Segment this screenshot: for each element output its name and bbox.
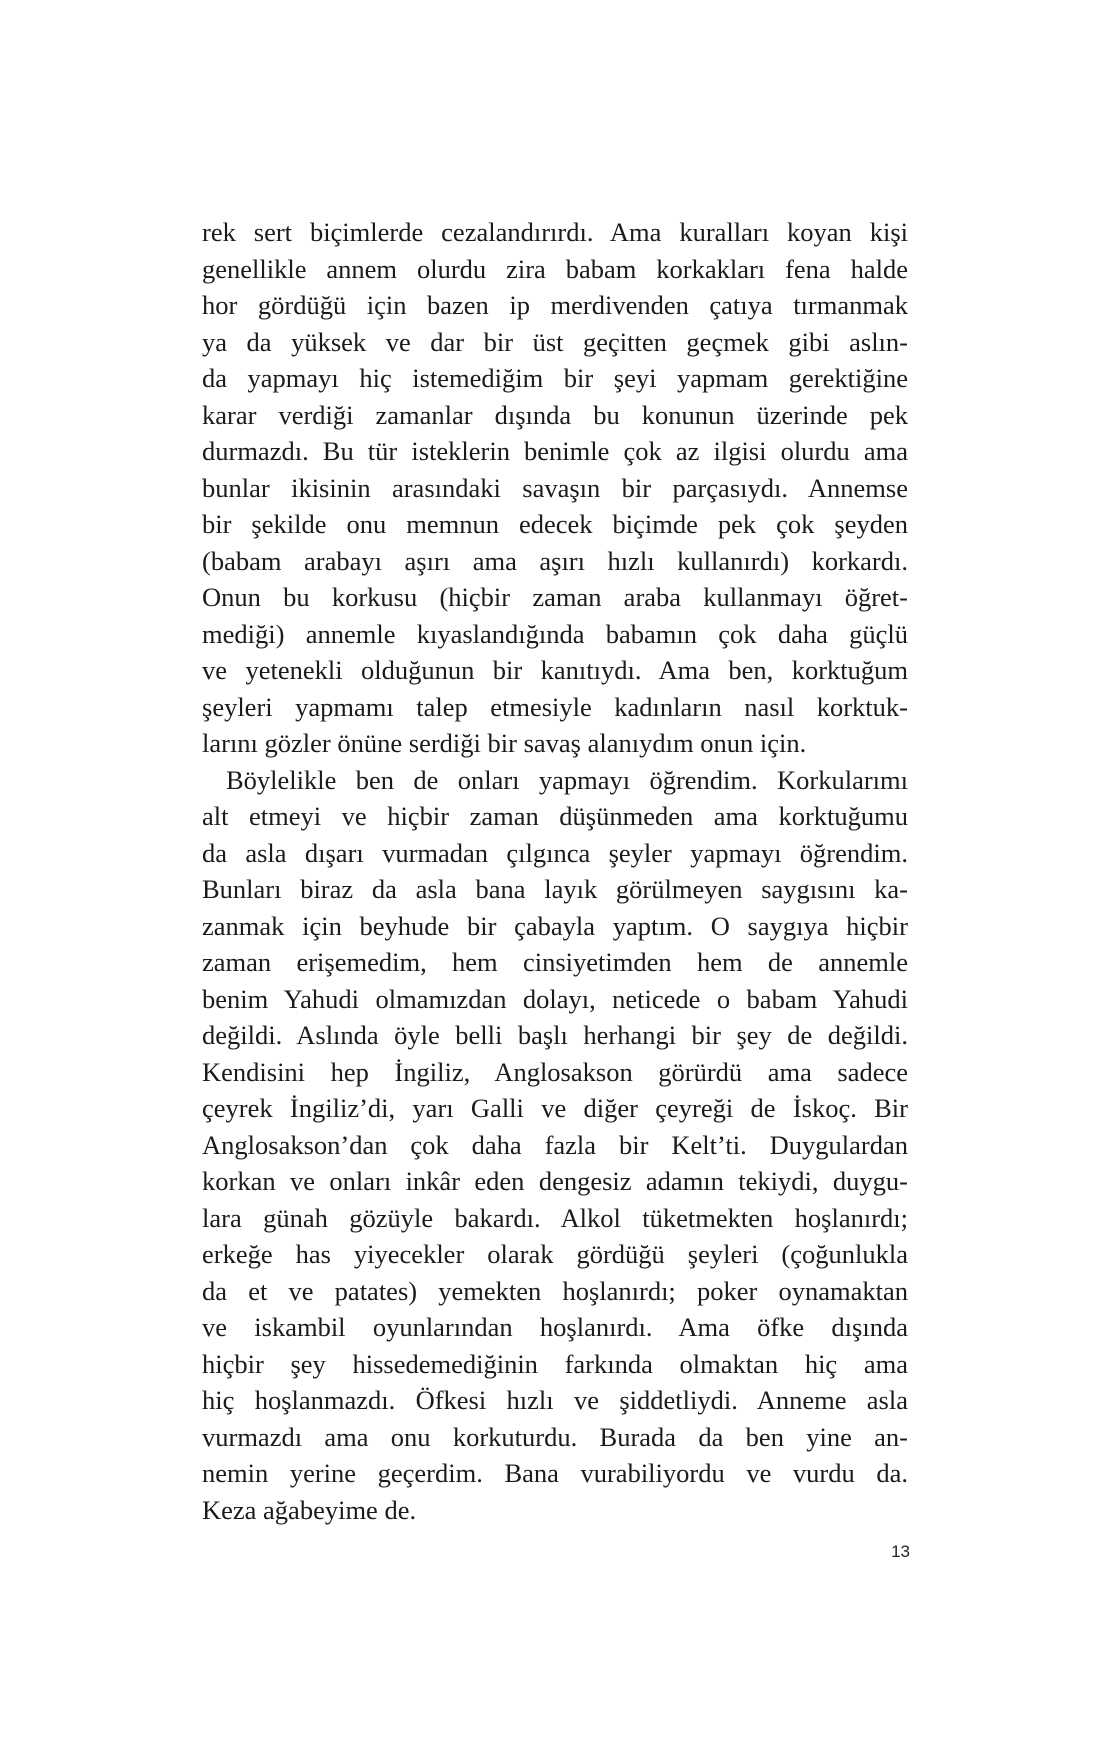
text-line: ve yetenekli olduğunun bir kanıtıydı. Ama ben, korktuğum xyxy=(202,655,908,685)
text-line: bir şekilde onu memnun edecek biçimde pek çok şeyden xyxy=(202,509,908,539)
text-line: larını gözler önüne serdiği bir savaş alanıydım onun için. xyxy=(202,728,807,758)
page-number: 13 xyxy=(891,1542,910,1561)
text-line: ya da yüksek ve dar bir üst geçitten geçmek gibi aslın- xyxy=(202,326,908,357)
text-line: mediği) annemle kıyaslandığında babamın çok daha güçlü xyxy=(202,618,908,649)
text-line: değildi. Aslında öyle belli başlı herhangi bir şey de değildi. xyxy=(202,1020,908,1050)
text-line: ve iskambil oyunlarından hoşlanırdı. Ama öfke dışında xyxy=(202,1312,908,1342)
text-line: korkan ve onları inkâr eden dengesiz adamın tekiydi, duygu- xyxy=(202,1166,908,1196)
text-line: vurmazdı ama onu korkuturdu. Burada da ben yine an- xyxy=(202,1421,908,1452)
text-line: genellikle annem olurdu zira babam korkakları fena halde xyxy=(202,253,908,284)
text-line: da asla dışarı vurmadan çılgınca şeyler yapmayı öğrendim. xyxy=(202,837,908,868)
text-line: karar verdiği zamanlar dışında bu konunun üzerinde pek xyxy=(202,399,908,430)
text-line: da et ve patates) yemekten hoşlanırdı; poker oynamaktan xyxy=(202,1275,908,1306)
text-line: zanmak için beyhude bir çabayla yaptım. O saygıya hiçbir xyxy=(202,910,908,941)
text-line: Kendisini hep İngiliz, Anglosakson görürdü ama sadece xyxy=(202,1056,908,1087)
text-line: Keza ağabeyime de. xyxy=(202,1494,417,1525)
text-line: Anglosakson’dan çok daha fazla bir Kelt’ti. Duygulardan xyxy=(202,1129,908,1160)
text-line: şeyleri yapmamı talep etmesiyle kadınların nasıl korktuk- xyxy=(202,691,908,722)
text-line: durmazdı. Bu tür isteklerin benimle çok az ilgisi olurdu ama xyxy=(202,436,908,466)
text-line: hiçbir şey hissedemediğinin farkında olmaktan hiç ama xyxy=(202,1348,908,1379)
text-line: da yapmayı hiç istemediğim bir şeyi yapmam gerektiğine xyxy=(202,363,908,393)
text-line: hor gördüğü için bazen ip merdivenden çatıya tırmanmak xyxy=(202,290,908,320)
body-text xyxy=(202,214,908,1528)
paragraph-first-line: Böylelikle ben de onları yapmayı öğrendim. Korkularımı xyxy=(226,764,908,795)
text-line: Bunları biraz da asla bana layık görülmeyen saygısını ka- xyxy=(202,874,908,904)
text-line: çeyrek İngiliz’di, yarı Galli ve diğer çeyreği de İskoç. Bir xyxy=(202,1093,908,1123)
text-line: (babam arabayı aşırı ama aşırı hızlı kullanırdı) korkardı. xyxy=(202,545,908,576)
text-line: Onun bu korkusu (hiçbir zaman araba kullanmayı öğret- xyxy=(202,582,908,612)
text-line: rek sert biçimlerde cezalandırırdı. Ama kuralları koyan kişi xyxy=(202,217,908,247)
text-line: alt etmeyi ve hiçbir zaman düşünmeden ama korktuğumu xyxy=(202,801,908,831)
text-line: zaman erişemedim, hem cinsiyetimden hem de annemle xyxy=(202,947,908,977)
text-line: nemin yerine geçerdim. Bana vurabiliyordu ve vurdu da. xyxy=(202,1458,908,1488)
text-line: lara günah gözüyle bakardı. Alkol tüketmekten hoşlanırdı; xyxy=(202,1202,908,1233)
text-line: hiç hoşlanmazdı. Öfkesi hızlı ve şiddetliydi. Anneme asla xyxy=(202,1385,908,1415)
text-line: benim Yahudi olmamızdan dolayı, neticede o babam Yahudi xyxy=(202,983,908,1014)
text-line: erkeğe has yiyecekler olarak gördüğü şeyleri (çoğunlukla xyxy=(202,1239,908,1269)
text-line: bunlar ikisinin arasındaki savaşın bir parçasıydı. Annemse xyxy=(202,472,908,503)
